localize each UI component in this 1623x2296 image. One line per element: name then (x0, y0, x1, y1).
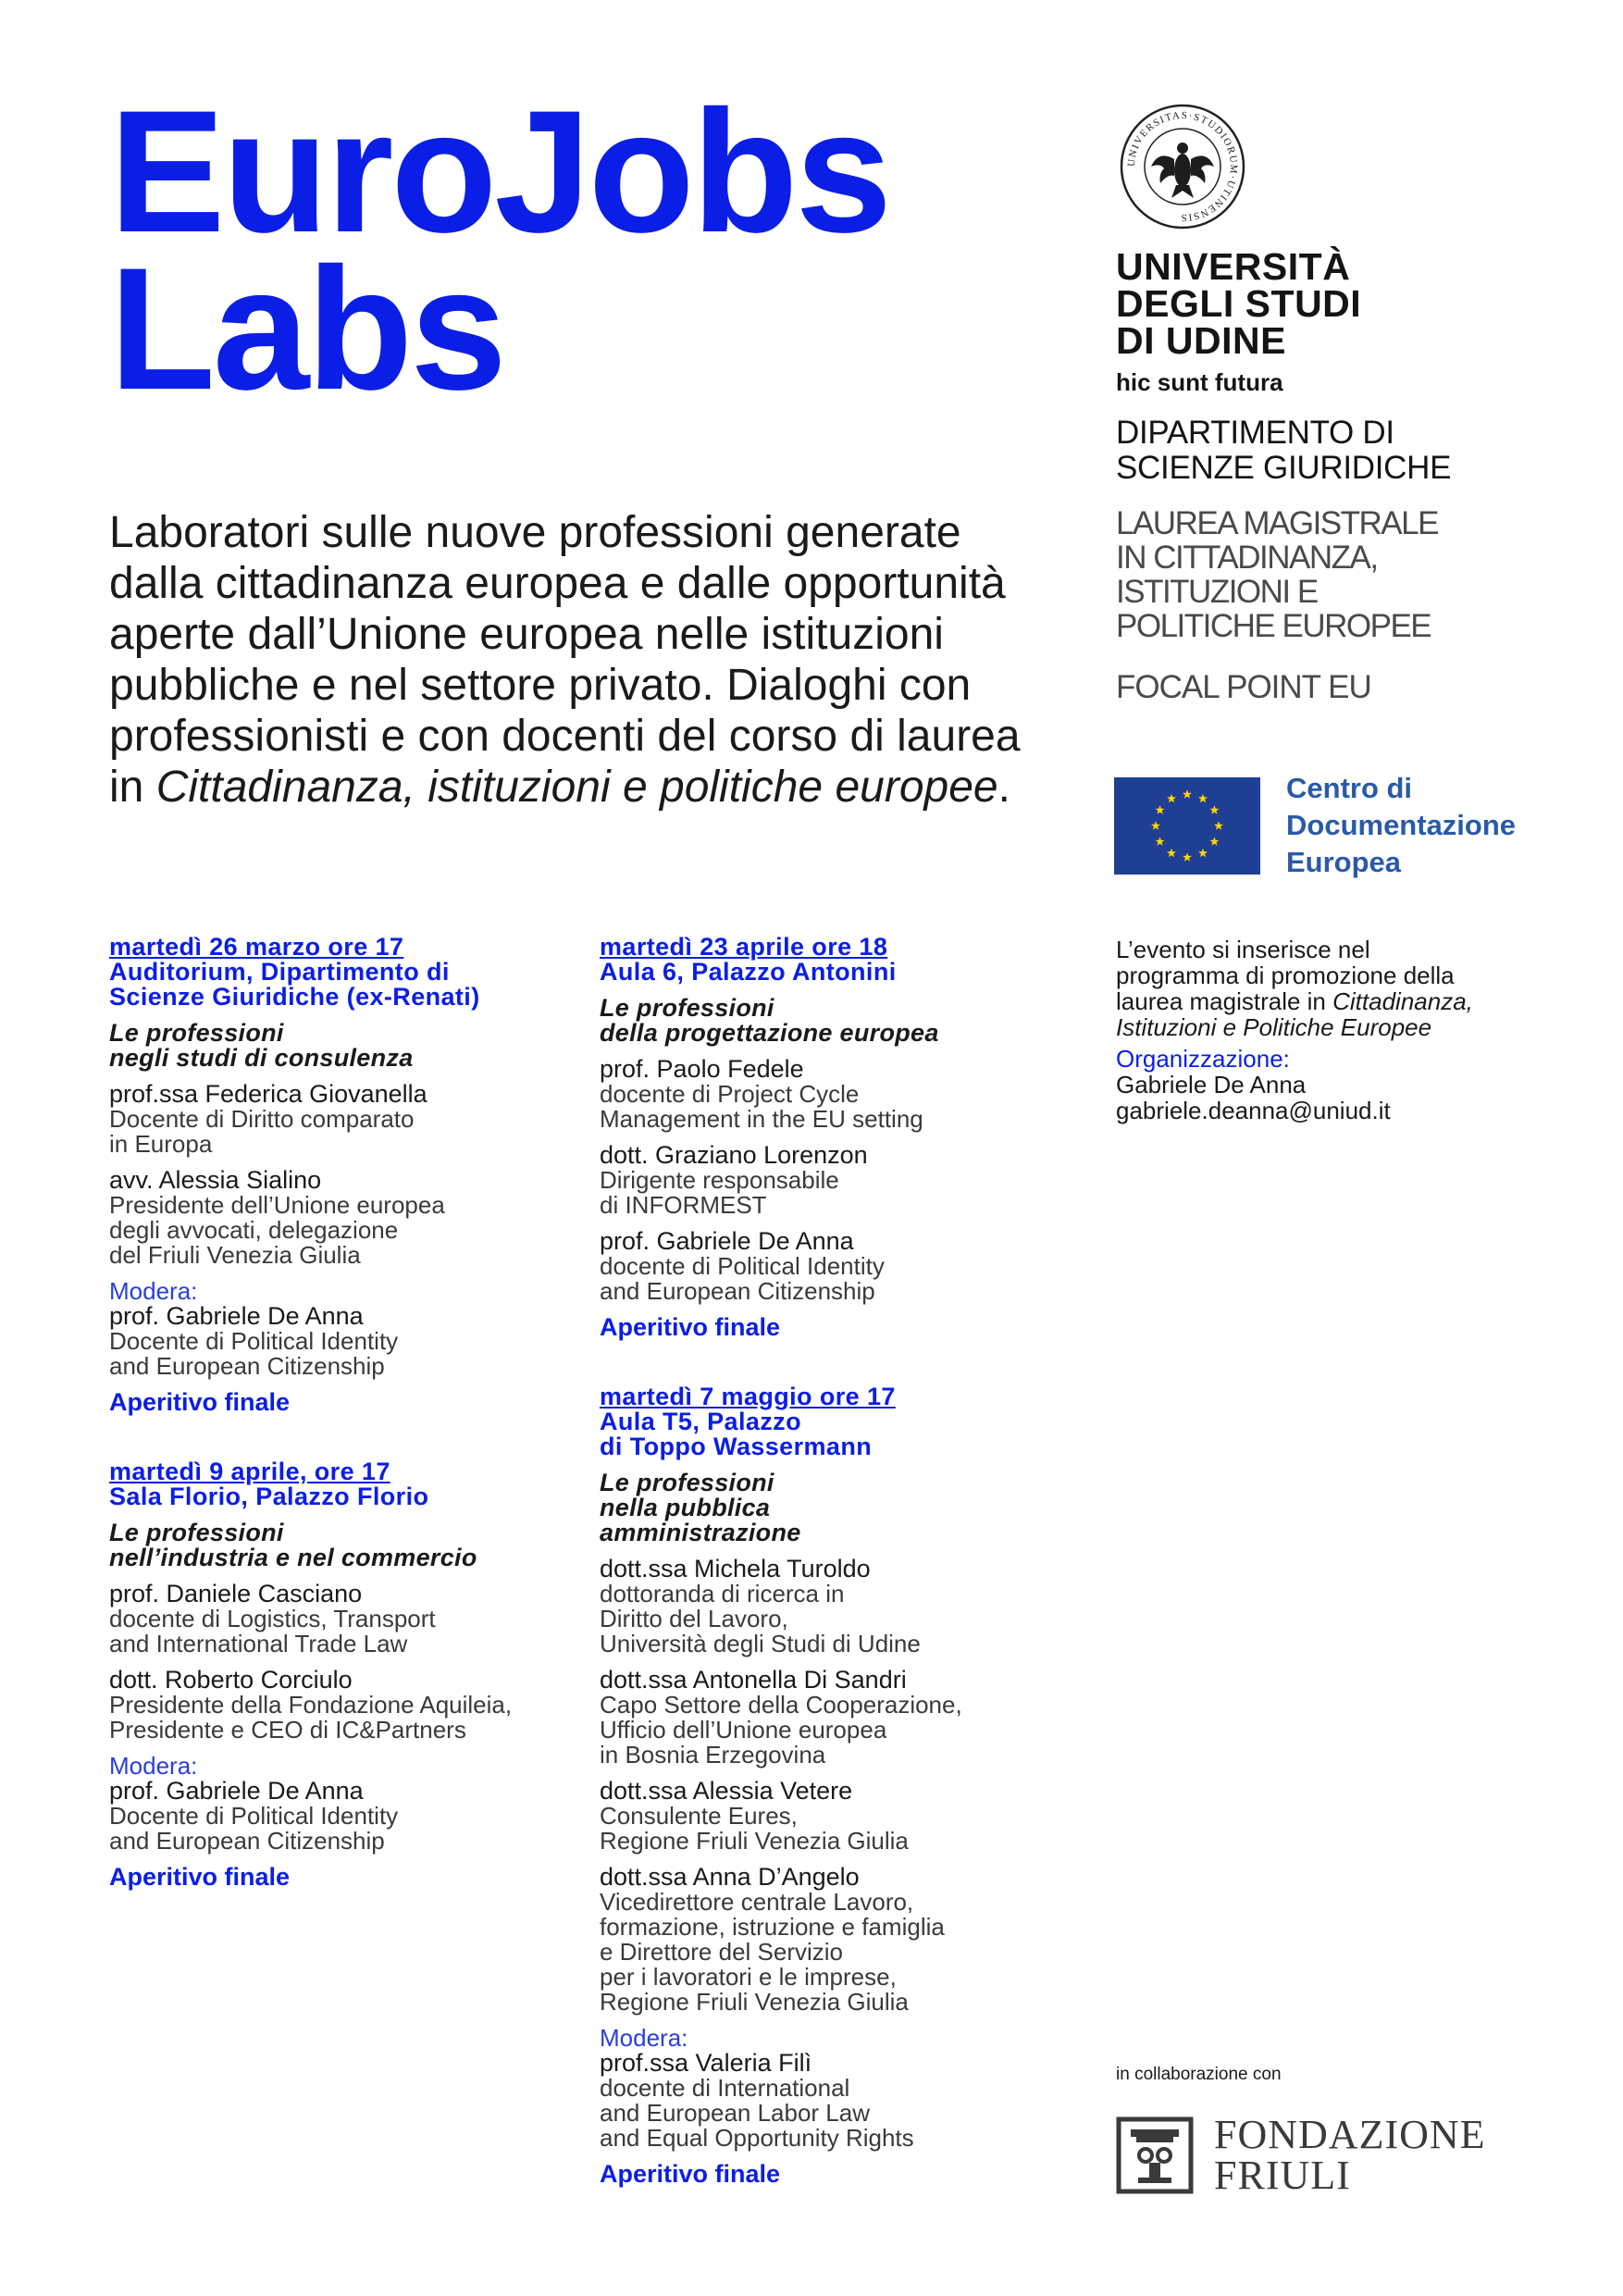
event-topic (109, 1520, 590, 1570)
speaker-role: Presidente della Fondazione Aquileia, (109, 1691, 513, 1719)
speaker-role: in Bosnia Erzegovina (600, 1741, 826, 1769)
event-topic-line: della progettazione europea (600, 1019, 939, 1047)
university-name-line: DI UDINE (1116, 319, 1286, 362)
moderator-label: Modera: (600, 2024, 688, 2052)
speaker-role: docente di Project Cycle (600, 1080, 860, 1108)
event-block (600, 935, 1081, 1340)
speaker-role: degli avvocati, delegazione (109, 1216, 399, 1244)
speaker-role: and European Citizenship (600, 1277, 875, 1305)
event-date: martedì 23 aprile ore 18 (600, 933, 888, 961)
speaker-role: e Direttore del Servizio (600, 1938, 843, 1966)
event-place-line: Sala Florio, Palazzo Florio (109, 1483, 429, 1510)
intro-italic: Cittadinanza, istituzioni e politiche europee (155, 763, 998, 812)
speaker-role: Management in the EU setting (600, 1105, 923, 1133)
event-date: martedì 9 aprile, ore 17 (109, 1458, 390, 1485)
seal-text: UNIVERSITAS·STUDIORUM·UTINENSIS (1125, 109, 1240, 224)
speaker-role: and International Trade Law (109, 1630, 408, 1657)
speaker (600, 1779, 1081, 1854)
event-info (1116, 937, 1597, 1123)
event-place-line: Auditorium, Dipartimento di (109, 958, 450, 986)
speaker-role: Regione Friuli Venezia Giulia (600, 1827, 909, 1855)
event-topic-line: nella pubblica (600, 1494, 771, 1521)
speaker (109, 1668, 590, 1743)
speaker-role: docente di Political Identity (600, 1252, 885, 1280)
moderator-role: and European Citizenship (109, 1352, 385, 1380)
degree-name (1116, 506, 1597, 643)
speaker-role: Vicedirettore centrale Lavoro, (600, 1888, 914, 1916)
speaker-name: avv. Alessia Sialino (109, 1166, 322, 1194)
event-topic-line: Le professioni (600, 1469, 774, 1496)
aperitivo-note: Aperitivo finale (600, 2160, 781, 2188)
events-column-left (109, 935, 590, 1890)
moderator-role: and European Citizenship (109, 1827, 385, 1855)
moderator (109, 1779, 590, 1854)
info-italic: Cittadinanza, (1332, 987, 1473, 1015)
title-line-1: EuroJobs (109, 74, 890, 268)
organizer-email[interactable]: gabriele.deanna@uniud.it (1116, 1097, 1391, 1124)
event-block (109, 1459, 590, 1890)
speaker-name: dott.ssa Michela Turoldo (600, 1555, 871, 1582)
cde-line: Centro di (1286, 772, 1413, 804)
speaker-role: per i lavoratori e le imprese, (600, 1963, 897, 1991)
event-topic-line: amministrazione (600, 1519, 801, 1546)
info-italic: Istituzioni e Politiche Europee (1116, 1013, 1432, 1041)
speaker-role: in Europa (109, 1130, 213, 1158)
university-motto: hic sunt futura (1116, 368, 1283, 396)
degree-line: POLITICHE EUROPEE (1116, 608, 1431, 644)
intro-end: . (997, 763, 1010, 812)
moderator-label: Modera: (109, 1277, 198, 1305)
speaker-name: prof. Paolo Fedele (600, 1055, 804, 1083)
speaker-role: Capo Settore della Cooperazione, (600, 1691, 962, 1719)
cde-logo (1114, 770, 1516, 881)
speaker-name: prof. Gabriele De Anna (600, 1227, 854, 1255)
speaker (600, 1557, 1081, 1657)
eu-flag-icon (1114, 777, 1260, 875)
speaker-name: dott.ssa Anna D’Angelo (600, 1863, 860, 1891)
event-place (600, 1409, 1081, 1459)
speaker-name: prof. Daniele Casciano (109, 1580, 363, 1607)
moderator-name: prof. Gabriele De Anna (109, 1302, 364, 1330)
intro-paragraph (109, 507, 1053, 813)
degree-line: LAUREA MAGISTRALE (1116, 505, 1438, 541)
event-date: martedì 26 marzo ore 17 (109, 933, 404, 961)
aperitivo-note: Aperitivo finale (109, 1863, 291, 1891)
moderator-name: prof.ssa Valeria Filì (600, 2049, 812, 2077)
speaker (600, 1668, 1081, 1768)
department-name (1116, 416, 1597, 486)
speaker-role: Ufficio dell’Unione europea (600, 1716, 887, 1744)
moderator-role: docente di International (600, 2074, 850, 2102)
university-name-line: DEGLI STUDI (1116, 282, 1362, 325)
event-place-line: Aula T5, Palazzo (600, 1408, 801, 1435)
fondazione-friuli-logo (1116, 2112, 1486, 2198)
moderator-role: and European Labor Law (600, 2099, 871, 2127)
speaker (600, 1865, 1081, 2015)
university-seal-icon (1118, 102, 1247, 231)
cde-line: Europea (1286, 846, 1402, 878)
speaker (600, 1057, 1081, 1132)
title-line-2: Labs (109, 231, 504, 426)
speaker (109, 1082, 590, 1157)
info-line (1116, 988, 1597, 1014)
speaker-role: dottoranda di ricerca in (600, 1580, 845, 1607)
event-place-line: Scienze Giuridiche (ex-Renati) (109, 983, 480, 1011)
speaker-name: dott.ssa Antonella Di Sandri (600, 1666, 907, 1694)
speaker (600, 1229, 1081, 1304)
event-topic-line: Le professioni (109, 1519, 284, 1546)
cde-text (1286, 770, 1516, 881)
speaker-name: dott. Roberto Corciulo (109, 1666, 353, 1694)
info-line (1116, 1014, 1597, 1040)
speaker-role: Presidente e CEO di IC&Partners (109, 1716, 466, 1744)
moderator-role: and Equal Opportunity Rights (600, 2124, 914, 2152)
intro-text: Laboratori sulle nuove professioni generate dalla cittadinanza europea e dalle opportunità aperte dall’Unione europea nelle istituzioni pubbliche e nel settore privato. Dialoghi con professionisti e con docenti del corso di laurea in (109, 508, 1021, 812)
fondazione-line: FONDAZIONE (1214, 2112, 1486, 2157)
speaker (109, 1582, 590, 1657)
fondazione-friuli-icon (1116, 2116, 1194, 2194)
organization-label: Organizzazione: (1116, 1045, 1290, 1073)
events-column-middle (600, 935, 1081, 2187)
info-line: L’evento si inserisce nel (1116, 936, 1370, 963)
event-date: martedì 7 maggio ore 17 (600, 1383, 896, 1410)
speaker-role: di INFORMEST (600, 1191, 767, 1219)
aperitivo-note: Aperitivo finale (600, 1313, 781, 1341)
speaker-role: formazione, istruzione e famiglia (600, 1913, 945, 1941)
speaker-role: Dirigente responsabile (600, 1166, 839, 1194)
degree-line: ISTITUZIONI E (1116, 574, 1318, 610)
university-block (1116, 102, 1597, 706)
moderator-role: Docente di Political Identity (109, 1802, 399, 1830)
aperitivo-note: Aperitivo finale (109, 1388, 291, 1416)
speaker-role: del Friuli Venezia Giulia (109, 1241, 361, 1269)
moderator-name: prof. Gabriele De Anna (109, 1777, 364, 1805)
speaker (600, 1143, 1081, 1218)
event-block (600, 1384, 1081, 2187)
info-line: programma di promozione della (1116, 962, 1455, 989)
event-place-line: Aula 6, Palazzo Antonini (600, 958, 897, 986)
event-place (109, 1484, 590, 1509)
university-name-line: UNIVERSITÀ (1116, 245, 1351, 288)
university-name (1116, 245, 1597, 362)
focal-point: FOCAL POINT EU (1116, 669, 1371, 705)
speaker-role: Università degli Studi di Udine (600, 1630, 921, 1657)
speaker-role: Regione Friuli Venezia Giulia (600, 1988, 909, 2016)
event-topic (600, 1471, 1081, 1545)
event-topic (600, 996, 1081, 1046)
department-line: DIPARTIMENTO DI (1116, 415, 1394, 451)
speaker-role: Diritto del Lavoro, (600, 1605, 788, 1632)
event-place (600, 960, 1081, 985)
moderator (600, 2051, 1081, 2151)
moderator (109, 1304, 590, 1379)
event-block (109, 935, 590, 1415)
poster-title (109, 74, 890, 426)
department-line: SCIENZE GIURIDICHE (1116, 450, 1452, 486)
fondazione-friuli-name (1214, 2112, 1486, 2198)
degree-line: IN CITTADINANZA, (1116, 540, 1378, 576)
speaker-name: dott.ssa Alessia Vetere (600, 1777, 853, 1805)
event-topic (109, 1021, 590, 1071)
fondazione-line: FRIULI (1214, 2153, 1351, 2198)
speaker-role: Consulente Eures, (600, 1802, 798, 1830)
speaker (109, 1168, 590, 1268)
speaker-name: dott. Graziano Lorenzon (600, 1141, 868, 1169)
speaker-role: Presidente dell’Unione europea (109, 1191, 445, 1219)
event-place-line: di Toppo Wassermann (600, 1433, 873, 1460)
event-topic-line: nell’industria e nel commercio (109, 1544, 477, 1571)
organizer-name: Gabriele De Anna (1116, 1071, 1307, 1098)
info-text: laurea magistrale in (1116, 987, 1333, 1015)
event-topic-line: Le professioni (600, 994, 774, 1022)
event-topic-line: negli studi di consulenza (109, 1044, 414, 1072)
moderator-label: Modera: (109, 1752, 198, 1780)
speaker-role: Docente di Diritto comparato (109, 1105, 415, 1133)
event-topic-line: Le professioni (109, 1019, 284, 1047)
collaboration-label: in collaborazione con (1116, 2065, 1282, 2084)
moderator-role: Docente di Political Identity (109, 1327, 399, 1355)
speaker-name: prof.ssa Federica Giovanella (109, 1080, 427, 1108)
speaker-role: docente di Logistics, Transport (109, 1605, 436, 1632)
event-place (109, 960, 590, 1010)
cde-line: Documentazione (1286, 809, 1517, 841)
